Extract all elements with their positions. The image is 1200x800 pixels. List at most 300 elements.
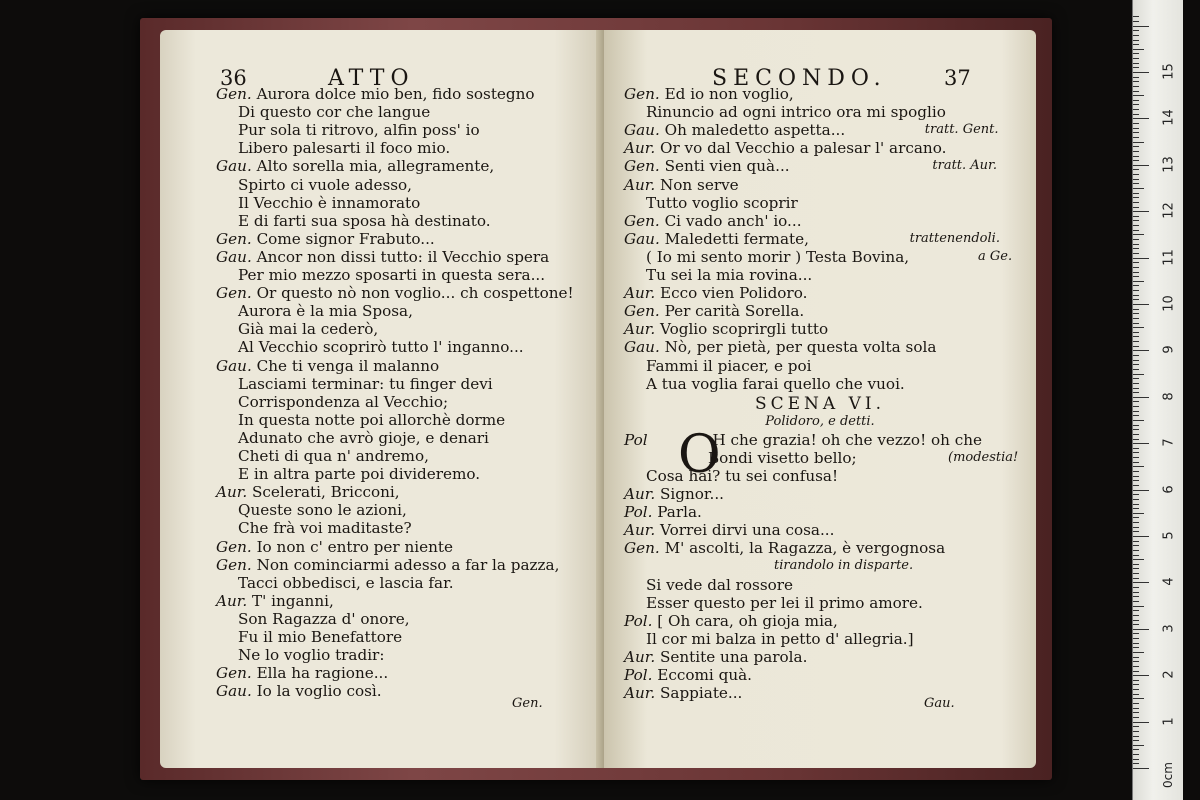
ruler-tick bbox=[1133, 207, 1139, 208]
dialogue-text: Sentite una parola. bbox=[660, 647, 808, 666]
ruler-tick bbox=[1133, 104, 1139, 105]
text-line bbox=[624, 266, 812, 284]
ruler-tick bbox=[1133, 225, 1139, 226]
ruler-tick bbox=[1133, 332, 1139, 333]
ruler-tick bbox=[1133, 601, 1139, 602]
ruler-tick bbox=[1133, 476, 1139, 477]
text-line bbox=[624, 247, 1013, 266]
ruler-tick bbox=[1133, 731, 1139, 732]
ruler-tick bbox=[1133, 146, 1139, 147]
speaker-label: Gen. bbox=[216, 555, 257, 574]
ruler-tick bbox=[1133, 443, 1149, 444]
ruler-tick bbox=[1133, 53, 1139, 54]
text-line bbox=[216, 139, 450, 157]
ruler-tick bbox=[1133, 564, 1139, 565]
dialogue-text: Il Vecchio è innamorato bbox=[238, 193, 421, 212]
ruler-tick bbox=[1133, 81, 1139, 82]
ruler-tick bbox=[1133, 610, 1139, 611]
ruler-tick bbox=[1133, 304, 1149, 305]
dialogue-text: Non cominciarmi adesso a far la pazza, bbox=[256, 555, 560, 574]
ruler-tick bbox=[1133, 527, 1139, 528]
speaker-label: Gau. bbox=[216, 157, 257, 176]
speaker-label: Aur. bbox=[216, 483, 252, 502]
ruler-tick bbox=[1133, 248, 1139, 249]
text-line bbox=[624, 539, 945, 557]
speaker-label: Gau. bbox=[216, 682, 257, 701]
text-line bbox=[624, 594, 923, 612]
dialogue-text: Già mai la cederò, bbox=[238, 320, 379, 339]
stage-direction: (modestia! bbox=[948, 449, 1019, 465]
ruler-tick bbox=[1133, 234, 1144, 235]
text-line bbox=[216, 103, 430, 121]
ruler-tick bbox=[1133, 652, 1144, 653]
dialogue-text: Tutto voglio scoprir bbox=[646, 193, 798, 212]
ruler-tick bbox=[1133, 156, 1139, 157]
ruler-tick bbox=[1133, 30, 1139, 31]
ruler-tick bbox=[1133, 708, 1139, 709]
ruler-number: 5 bbox=[1161, 531, 1177, 540]
dialogue-text: Vorrei dirvi una cosa... bbox=[660, 521, 835, 540]
dialogue-text: E di farti sua sposa hà destinato. bbox=[238, 211, 491, 230]
right-page-number: 37 bbox=[944, 66, 971, 90]
ruler-tick bbox=[1133, 86, 1139, 87]
stage-direction: tirandolo in disparte. bbox=[774, 558, 914, 574]
ruler-tick bbox=[1133, 40, 1139, 41]
ruler-tick bbox=[1133, 341, 1139, 342]
dialogue-text: Voglio scoprirgli tutto bbox=[660, 320, 829, 339]
ruler-tick bbox=[1133, 531, 1139, 532]
speaker-label: Gau. bbox=[624, 338, 665, 357]
speaker-label: Gen. bbox=[216, 664, 257, 683]
speaker-label: Pol. bbox=[624, 666, 658, 684]
text-line bbox=[624, 229, 1000, 248]
text-line bbox=[216, 85, 535, 103]
dialogue-text: Come signor Frabuto... bbox=[256, 229, 435, 248]
dialogue-text: Il cor mi balza in petto d' allegria.] bbox=[646, 629, 914, 648]
dialogue-text: Cheti di qua n' andremo, bbox=[238, 447, 429, 465]
ruler-tick bbox=[1133, 118, 1149, 119]
ruler-number: 4 bbox=[1161, 577, 1177, 587]
ruler-tick bbox=[1133, 374, 1144, 375]
speaker-label: Aur. bbox=[624, 139, 660, 158]
ruler-tick bbox=[1133, 647, 1139, 648]
ruler-tick bbox=[1133, 596, 1139, 597]
ruler-tick bbox=[1133, 643, 1139, 644]
ruler-tick bbox=[1133, 151, 1139, 152]
ruler-tick bbox=[1133, 77, 1139, 78]
speaker-label: Aur. bbox=[624, 485, 660, 503]
ruler-tick bbox=[1133, 684, 1139, 685]
dialogue-text: ( Io mi sento morir ) Testa Bovina, bbox=[646, 247, 910, 266]
ruler-tick bbox=[1133, 142, 1144, 143]
speaker-label: Aur. bbox=[624, 284, 660, 303]
ruler-tick bbox=[1133, 448, 1139, 449]
ruler-number: 12 bbox=[1161, 202, 1177, 219]
ruler-tick bbox=[1133, 745, 1144, 746]
text-line bbox=[624, 684, 742, 702]
speaker-label: Gen. bbox=[624, 85, 665, 103]
text-line bbox=[216, 194, 420, 212]
dialogue-text: Oh maledetto aspetta... bbox=[664, 121, 846, 140]
ruler-tick bbox=[1133, 689, 1139, 690]
text-line bbox=[624, 630, 914, 648]
text-line bbox=[624, 521, 834, 539]
dialogue-text: Lasciami terminar: tu finger devi bbox=[238, 374, 493, 393]
dialogue-text: Cosa hai? tu sei confusa! bbox=[646, 466, 839, 485]
text-line bbox=[216, 483, 400, 501]
text-line bbox=[216, 121, 480, 139]
ruler-tick bbox=[1133, 452, 1139, 453]
text-line bbox=[708, 448, 1019, 467]
dialogue-text: Bondi visetto bello; bbox=[708, 448, 857, 467]
ruler-tick bbox=[1133, 220, 1139, 221]
ruler-tick bbox=[1133, 606, 1144, 607]
ruler-tick bbox=[1133, 244, 1139, 245]
ruler-tick bbox=[1133, 573, 1139, 574]
speaker-label: Gen. bbox=[624, 539, 665, 558]
ruler-tick bbox=[1133, 624, 1139, 625]
ruler-tick bbox=[1133, 592, 1139, 593]
ruler-tick bbox=[1133, 216, 1139, 217]
ruler-tick bbox=[1133, 336, 1139, 337]
ruler-tick bbox=[1133, 559, 1144, 560]
dialogue-text: Ci vado anch' io... bbox=[664, 211, 802, 230]
text-line bbox=[216, 447, 429, 465]
ruler-tick bbox=[1133, 694, 1139, 695]
drop-cap-letter: O bbox=[678, 424, 721, 485]
ruler-tick bbox=[1133, 466, 1144, 467]
ruler-tick bbox=[1133, 35, 1139, 36]
ruler-tick bbox=[1133, 671, 1139, 672]
left-running-title: ATTO bbox=[328, 66, 415, 91]
text-line bbox=[624, 176, 739, 194]
ruler-tick bbox=[1133, 355, 1139, 356]
dialogue-text: Pur sola ti ritrovo, alfin poss' io bbox=[238, 121, 480, 140]
dialogue-text: Rinuncio ad ogni intrico ora mi spoglio bbox=[646, 103, 946, 122]
scene-cast: Polidoro, e detti. bbox=[765, 413, 875, 429]
text-line bbox=[216, 212, 491, 230]
dialogue-text: Ancor non dissi tutto: il Vecchio spera bbox=[256, 247, 550, 266]
speaker-label: Gau. bbox=[624, 229, 665, 248]
speaker-label: Gau. bbox=[216, 356, 257, 375]
ruler-tick bbox=[1133, 137, 1139, 138]
ruler-tick bbox=[1133, 160, 1139, 161]
text-line bbox=[216, 393, 448, 411]
ruler-tick bbox=[1133, 327, 1144, 328]
ruler-tick bbox=[1133, 675, 1149, 676]
text-line bbox=[624, 302, 804, 320]
ruler-tick bbox=[1133, 722, 1149, 723]
ruler-tick bbox=[1133, 72, 1149, 73]
speaker-label: Gen. bbox=[216, 284, 257, 303]
speaker-label: Gau. bbox=[216, 247, 257, 266]
ruler-tick bbox=[1133, 202, 1139, 203]
dialogue-text: Fu il mio Benefattore bbox=[238, 628, 403, 646]
stage-direction: tratt. Aur. bbox=[932, 158, 997, 174]
ruler-tick bbox=[1133, 285, 1139, 286]
text-line bbox=[216, 248, 549, 266]
ruler-tick bbox=[1133, 425, 1139, 426]
ruler-tick bbox=[1133, 123, 1139, 124]
ruler-tick bbox=[1133, 309, 1139, 310]
scene-title: SCENA VI. bbox=[754, 393, 885, 414]
text-line bbox=[624, 103, 946, 121]
ruler-number: 6 bbox=[1161, 484, 1177, 494]
ruler-tick bbox=[1133, 299, 1139, 300]
ruler-tick bbox=[1133, 58, 1139, 59]
ruler-tick bbox=[1133, 401, 1139, 402]
ruler-tick bbox=[1133, 763, 1139, 764]
ruler-tick bbox=[1133, 749, 1139, 750]
speaker-label: Gen. bbox=[624, 302, 665, 321]
text-line bbox=[216, 610, 410, 628]
ruler-tick bbox=[1133, 490, 1149, 491]
text-line bbox=[216, 682, 382, 700]
ruler-tick bbox=[1133, 397, 1149, 398]
ruler-tick bbox=[1133, 272, 1139, 273]
ruler-tick bbox=[1133, 165, 1149, 166]
ruler-tick bbox=[1133, 350, 1149, 351]
text-line bbox=[624, 503, 702, 521]
ruler-tick bbox=[1133, 680, 1139, 681]
ruler-tick bbox=[1133, 759, 1139, 760]
ruler-tick bbox=[1133, 568, 1139, 569]
text-line bbox=[624, 121, 999, 140]
ruler-tick bbox=[1133, 21, 1139, 22]
ruler-tick bbox=[1133, 429, 1139, 430]
dialogue-text: Maledetti fermate, bbox=[664, 229, 809, 248]
text-line bbox=[624, 375, 905, 393]
dialogue-text: Signor... bbox=[660, 485, 724, 503]
ruler-tick bbox=[1133, 67, 1139, 68]
text-line bbox=[216, 465, 480, 483]
ruler-tick bbox=[1133, 346, 1139, 347]
text-line bbox=[624, 467, 838, 485]
ruler-tick bbox=[1133, 736, 1139, 737]
ruler-tick bbox=[1133, 657, 1139, 658]
ruler-number: 3 bbox=[1161, 624, 1177, 633]
ruler-tick bbox=[1133, 406, 1139, 407]
ruler-tick bbox=[1133, 541, 1139, 542]
ruler-tick bbox=[1133, 615, 1139, 616]
text-line bbox=[216, 519, 412, 537]
speaker-label: Aur. bbox=[624, 647, 660, 666]
ruler-tick bbox=[1133, 411, 1139, 412]
ruler-number: 1 bbox=[1161, 716, 1177, 726]
dialogue-text: Queste sono le azioni, bbox=[238, 501, 407, 520]
text-line bbox=[624, 431, 982, 449]
ruler-tick bbox=[1133, 726, 1139, 727]
dialogue-text: Ecco vien Polidoro. bbox=[660, 284, 808, 303]
dialogue-text: Per carità Sorella. bbox=[664, 302, 805, 321]
text-line bbox=[624, 576, 793, 594]
dialogue-text: M' ascolti, la Ragazza, è vergognosa bbox=[664, 539, 946, 558]
dialogue-text: Sappiate... bbox=[660, 684, 743, 703]
speaker-label: Aur. bbox=[624, 684, 660, 703]
stage-direction: a Ge. bbox=[978, 248, 1013, 264]
text-line bbox=[216, 357, 439, 375]
speaker-label: Gen. bbox=[624, 211, 665, 230]
ruler-tick bbox=[1133, 128, 1139, 129]
ruler-tick bbox=[1133, 197, 1139, 198]
ruler-number: 9 bbox=[1161, 345, 1177, 355]
ruler-number: 11 bbox=[1161, 248, 1177, 266]
dialogue-text: Ne lo voglio tradir: bbox=[238, 646, 385, 665]
text-line bbox=[216, 538, 453, 556]
ruler-tick bbox=[1133, 211, 1149, 212]
ruler-tick bbox=[1133, 499, 1139, 500]
text-line bbox=[624, 85, 794, 103]
text-line bbox=[216, 501, 407, 519]
ruler-tick bbox=[1133, 91, 1139, 92]
ruler-tick bbox=[1133, 517, 1139, 518]
ruler-tick bbox=[1133, 378, 1139, 379]
ruler-tick bbox=[1133, 513, 1144, 514]
dialogue-text: Corrispondenza al Vecchio; bbox=[238, 392, 449, 411]
ruler-tick bbox=[1133, 471, 1139, 472]
ruler-tick bbox=[1133, 555, 1139, 556]
text-line bbox=[216, 628, 402, 646]
dialogue-text: Fammi il piacer, e poi bbox=[646, 356, 812, 375]
ruler-tick bbox=[1133, 281, 1144, 282]
ruler-tick bbox=[1133, 369, 1139, 370]
text-line bbox=[216, 230, 435, 248]
ruler-tick bbox=[1133, 480, 1139, 481]
text-line bbox=[216, 157, 494, 175]
ruler-tick bbox=[1133, 740, 1139, 741]
dialogue-text: Or vo dal Vecchio a palesar l' arcano. bbox=[660, 139, 947, 158]
left-catchword: Gen. bbox=[512, 696, 543, 711]
dialogue-text: Io la voglio così. bbox=[256, 682, 382, 701]
text-line bbox=[216, 411, 505, 429]
dialogue-text: Senti vien quà... bbox=[664, 157, 790, 176]
ruler-tick bbox=[1133, 545, 1139, 546]
ruler-tick bbox=[1133, 132, 1139, 133]
dialogue-text: Al Vecchio scoprirò tutto l' inganno... bbox=[238, 338, 524, 357]
ruler-tick bbox=[1133, 174, 1139, 175]
ruler-tick bbox=[1133, 323, 1139, 324]
ruler-tick bbox=[1133, 434, 1139, 435]
ruler-tick bbox=[1133, 114, 1139, 115]
text-line bbox=[216, 338, 524, 356]
ruler-tick bbox=[1133, 768, 1149, 769]
right-page bbox=[604, 30, 1036, 768]
ruler-tick bbox=[1133, 587, 1139, 588]
dialogue-text: Ed io non voglio, bbox=[664, 85, 794, 103]
dialogue-text: E in altra parte poi divideremo. bbox=[238, 465, 481, 484]
ruler-tick bbox=[1133, 754, 1139, 755]
dialogue-text: Libero palesarti il foco mio. bbox=[238, 139, 451, 158]
ruler-tick bbox=[1133, 717, 1139, 718]
ruler-tick bbox=[1133, 95, 1144, 96]
ruler-tick bbox=[1133, 582, 1149, 583]
text-line bbox=[624, 212, 802, 230]
ruler-tick bbox=[1133, 633, 1139, 634]
ruler-tick bbox=[1133, 383, 1139, 384]
ruler-tick bbox=[1133, 188, 1144, 189]
speaker-label: Aur. bbox=[216, 591, 252, 610]
ruler-tick bbox=[1133, 462, 1139, 463]
ruler-tick bbox=[1133, 550, 1139, 551]
ruler-number: 7 bbox=[1161, 438, 1177, 447]
speaker-label: Gen. bbox=[624, 157, 665, 176]
ruler-tick bbox=[1133, 508, 1139, 509]
dialogue-text: Adunato che avrò gioje, e denari bbox=[238, 428, 489, 447]
ruler-tick bbox=[1133, 100, 1139, 101]
ruler-tick bbox=[1133, 230, 1139, 231]
dialogue-text: Non serve bbox=[660, 175, 739, 194]
dialogue-text: Ella ha ragione... bbox=[256, 664, 389, 683]
text-line bbox=[624, 320, 828, 338]
ruler-tick bbox=[1133, 485, 1139, 486]
ruler-tick bbox=[1133, 392, 1139, 393]
ruler-tick bbox=[1133, 388, 1139, 389]
text-line bbox=[216, 266, 545, 284]
ruler-tick bbox=[1133, 457, 1139, 458]
ruler-tick bbox=[1133, 494, 1139, 495]
text-line bbox=[216, 592, 334, 610]
ruler-tick bbox=[1133, 712, 1139, 713]
text-line bbox=[216, 375, 493, 393]
speaker-label: Gau. bbox=[624, 121, 665, 140]
speaker-label: Pol. bbox=[624, 503, 658, 522]
dialogue-text: Che frà voi maditaste? bbox=[238, 519, 412, 538]
ruler-number: 10 bbox=[1161, 295, 1177, 312]
ruler-number: 13 bbox=[1161, 156, 1177, 173]
dialogue-text: A tua voglia farai quello che vuoi. bbox=[646, 374, 905, 393]
ruler-tick bbox=[1133, 578, 1139, 579]
dialogue-text: Or questo nò non voglio... ch cospettone! bbox=[256, 284, 574, 303]
left-page-number: 36 bbox=[220, 66, 247, 90]
ruler-tick bbox=[1133, 258, 1149, 259]
dialogue-text: Son Ragazza d' onore, bbox=[238, 609, 410, 628]
text-line bbox=[216, 646, 384, 664]
speaker-label: Gen. bbox=[216, 537, 257, 556]
ruler-unit-label: 0cm bbox=[1160, 762, 1175, 788]
speaker-label: Pol bbox=[624, 430, 653, 449]
dialogue-text: Scelerati, Bricconi, bbox=[252, 483, 400, 502]
speaker-label: Aur. bbox=[624, 175, 660, 194]
dialogue-text: Tu sei la mia rovina... bbox=[646, 266, 813, 284]
ruler-tick bbox=[1133, 26, 1149, 27]
ruler-tick bbox=[1133, 698, 1144, 699]
speaker-label: Pol. bbox=[624, 611, 658, 630]
text-line bbox=[216, 574, 454, 592]
speaker-label: Gen. bbox=[216, 229, 257, 248]
text-line bbox=[624, 157, 997, 176]
text-line bbox=[624, 139, 946, 157]
dialogue-text: H che grazia! oh che vezzo! oh che bbox=[712, 430, 983, 449]
text-line bbox=[624, 194, 798, 212]
text-line bbox=[624, 284, 807, 302]
dialogue-text: Tacci obbedisci, e lascia far. bbox=[238, 573, 454, 592]
ruler-number: 14 bbox=[1161, 109, 1177, 127]
ruler-tick bbox=[1133, 276, 1139, 277]
stage-direction: trattenendoli. bbox=[909, 230, 1000, 246]
dialogue-text: T' inganni, bbox=[252, 591, 334, 610]
text-line bbox=[624, 485, 724, 503]
ruler-tick bbox=[1133, 109, 1139, 110]
ruler-tick bbox=[1133, 420, 1144, 421]
dialogue-text: Spirto ci vuole adesso, bbox=[238, 175, 413, 194]
ruler-tick bbox=[1133, 360, 1139, 361]
dialogue-text: Aurora è la mia Sposa, bbox=[238, 302, 413, 321]
ruler-tick bbox=[1133, 267, 1139, 268]
speaker-label: Aur. bbox=[624, 320, 660, 339]
ruler-tick bbox=[1133, 193, 1139, 194]
text-line bbox=[216, 284, 574, 302]
stage-direction: tratt. Gent. bbox=[924, 122, 999, 138]
